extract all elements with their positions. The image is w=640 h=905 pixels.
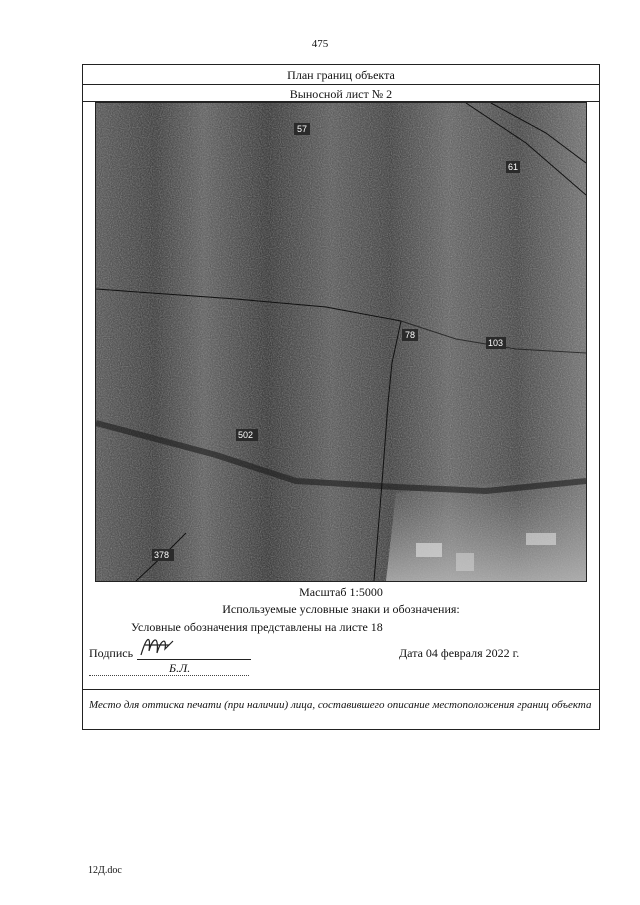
sheet-title: Выносной лист № 2 [289,87,393,101]
building-shape [456,553,474,571]
initials-line [89,675,249,676]
signature-label: Подпись [89,646,134,660]
building-shape [416,543,442,557]
map-scale: Масштаб 1:5000 [299,585,383,599]
parcel-label-57: 57 [297,124,308,134]
parcel-label-78: 78 [405,330,416,340]
map-canvas [96,103,586,581]
building-shape [526,533,556,545]
parcel-label-103: 103 [488,338,504,348]
divider [83,689,599,690]
stamp-placeholder-note: Место для оттиска печати (при наличии) лица, составившего описание местоположения границ объекта [89,699,592,711]
parcel-label-502: 502 [238,430,254,440]
plan-title: План границ объекта [287,68,395,82]
footer-file-name: 12Д.doc [88,865,122,876]
parcel-label-378: 378 [154,550,170,560]
aerial-map [95,102,587,582]
handwritten-signature [139,631,179,661]
divider [83,84,599,85]
parcel-label-61: 61 [508,162,519,172]
document-date: Дата 04 февраля 2022 г. [399,646,520,660]
signer-initials: Б.Л. [169,661,191,675]
legend-heading: Используемые условные знаки и обозначения: [222,602,460,616]
document-frame [82,64,600,730]
page-number: 475 [311,38,329,50]
legend-note: Условные обозначения представлены на листе 18 [131,620,383,634]
